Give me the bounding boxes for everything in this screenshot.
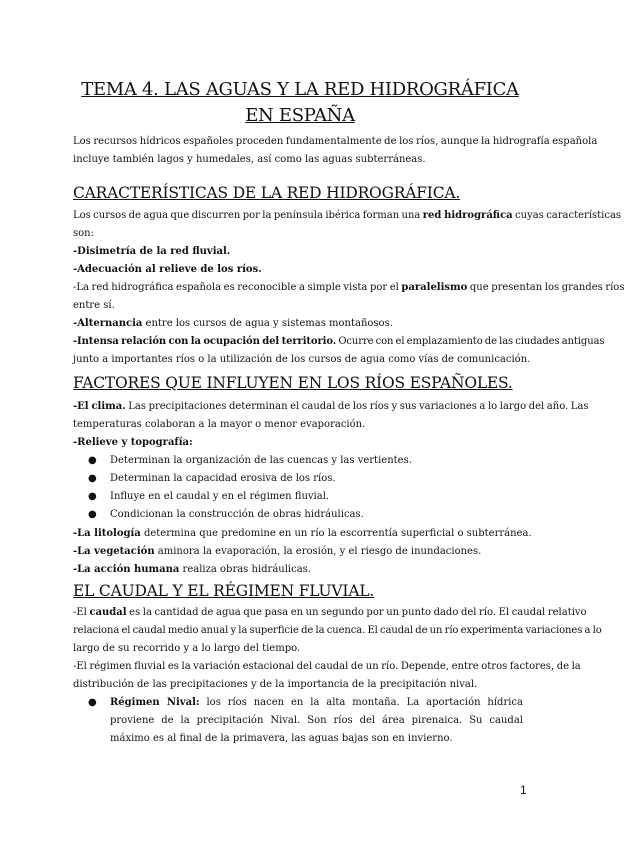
regimen-nival-item: ● Régimen Nival: los ríos nacen en la alta montaña. La aportación hídrica proviene de la precipitación Nival. Son ríos del área pirenaica. Su caudal máximo es al final de la primavera, las aguas bajas son en invierno. (88, 694, 525, 748)
bullet-icon: ● (88, 473, 97, 484)
caracteristica-disimetria: -Disimetría de la red fluvial. (73, 246, 231, 257)
bullet-icon: ● (88, 509, 97, 520)
bullet-icon: ● (88, 491, 97, 502)
list-item: ● Determinan la organización de las cuencas y las vertientes. (88, 452, 412, 470)
factor-clima-line-1: -El clima. Las precipitaciones determinan el caudal de los ríos y sus variaciones a lo largo del año. Las (73, 401, 589, 412)
list-item: ● Condicionan la construcción de obras hidráulicas. (88, 506, 364, 524)
regimen-paragraph-line-1: -El régimen fluvial es la variación estacional del caudal de un río. Depende, entre otros factores, de la (73, 661, 581, 672)
document-title-line-1: TEMA 4. LAS AGUAS Y LA RED HIDROGRÁFICA (81, 79, 519, 100)
list-item: ● Determinan la capacidad erosiva de los ríos. (88, 470, 336, 488)
factor-clima-line-2: temperaturas colaboran a la mayor o menor evaporación. (73, 419, 366, 430)
page-number: 1 (520, 783, 527, 797)
section-heading-caudal: EL CAUDAL Y EL RÉGIMEN FLUVIAL. (73, 582, 375, 600)
regimen-paragraph-line-2: distribución de las precipitaciones y de la importancia de la precipitación nival. (73, 679, 478, 690)
caudal-paragraph-line-3: largo de su recorrido y a lo largo del tiempo. (73, 643, 301, 654)
factor-vegetacion: -La vegetación aminora la evaporación, la erosión, y el riesgo de inundaciones. (73, 546, 482, 557)
factor-litologia: -La litología determina que predomine en un río la escorrentía superficial o subterránea. (73, 528, 532, 539)
bullet-icon: ● (88, 455, 97, 466)
section-heading-factores: FACTORES QUE INFLUYEN EN LOS RÍOS ESPAÑOLES. (73, 374, 513, 392)
caracteristica-paralelismo-line-2: entre sí. (73, 300, 115, 311)
document-title-line-2: EN ESPAÑA (245, 105, 355, 126)
caracteristicas-intro-line-1: Los cursos de agua que discurren por la península ibérica forman una red hidrográfica cuyas características (73, 210, 622, 221)
list-item: ● Influye en el caudal y en el régimen fluvial. (88, 488, 329, 506)
caracteristica-paralelismo-line-1: -La red hidrográfica española es reconocible a simple vista por el paralelismo que presentan los grandes ríos (73, 282, 624, 293)
section-heading-caracteristicas: CARACTERÍSTICAS DE LA RED HIDROGRÁFICA. (73, 184, 461, 202)
caracteristicas-intro-line-2: son: (73, 228, 94, 239)
caracteristica-adecuacion: -Adecuación al relieve de los ríos. (73, 264, 262, 275)
intro-paragraph-line-1: Los recursos hídricos españoles proceden fundamentalmente de los ríos, aunque la hidrografía española (73, 136, 598, 147)
factor-accion-humana: -La acción humana realiza obras hidráulicas. (73, 564, 311, 575)
caracteristica-ocupacion-line-1: -Intensa relación con la ocupación del territorio. Ocurre con el emplazamiento de las ciudades antiguas (73, 336, 605, 347)
factor-relieve: -Relieve y topografía: (73, 437, 193, 448)
caudal-paragraph-line-1: -El caudal es la cantidad de agua que pasa en un segundo por un punto dado del río. El caudal relativo (73, 607, 587, 618)
intro-paragraph-line-2: incluye también lagos y humedales, así como las aguas subterráneas. (73, 154, 426, 165)
bullet-icon: ● (88, 697, 97, 708)
caracteristica-alternancia: -Alternancia entre los cursos de agua y sistemas montañosos. (73, 318, 393, 329)
caudal-paragraph-line-2: relaciona el caudal medio anual y la superficie de la cuenca. El caudal de un río experimenta variaciones a lo (73, 625, 602, 636)
caracteristica-ocupacion-line-2: junto a importantes ríos o la utilización de los cursos de agua como vías de comunicación. (73, 354, 531, 365)
